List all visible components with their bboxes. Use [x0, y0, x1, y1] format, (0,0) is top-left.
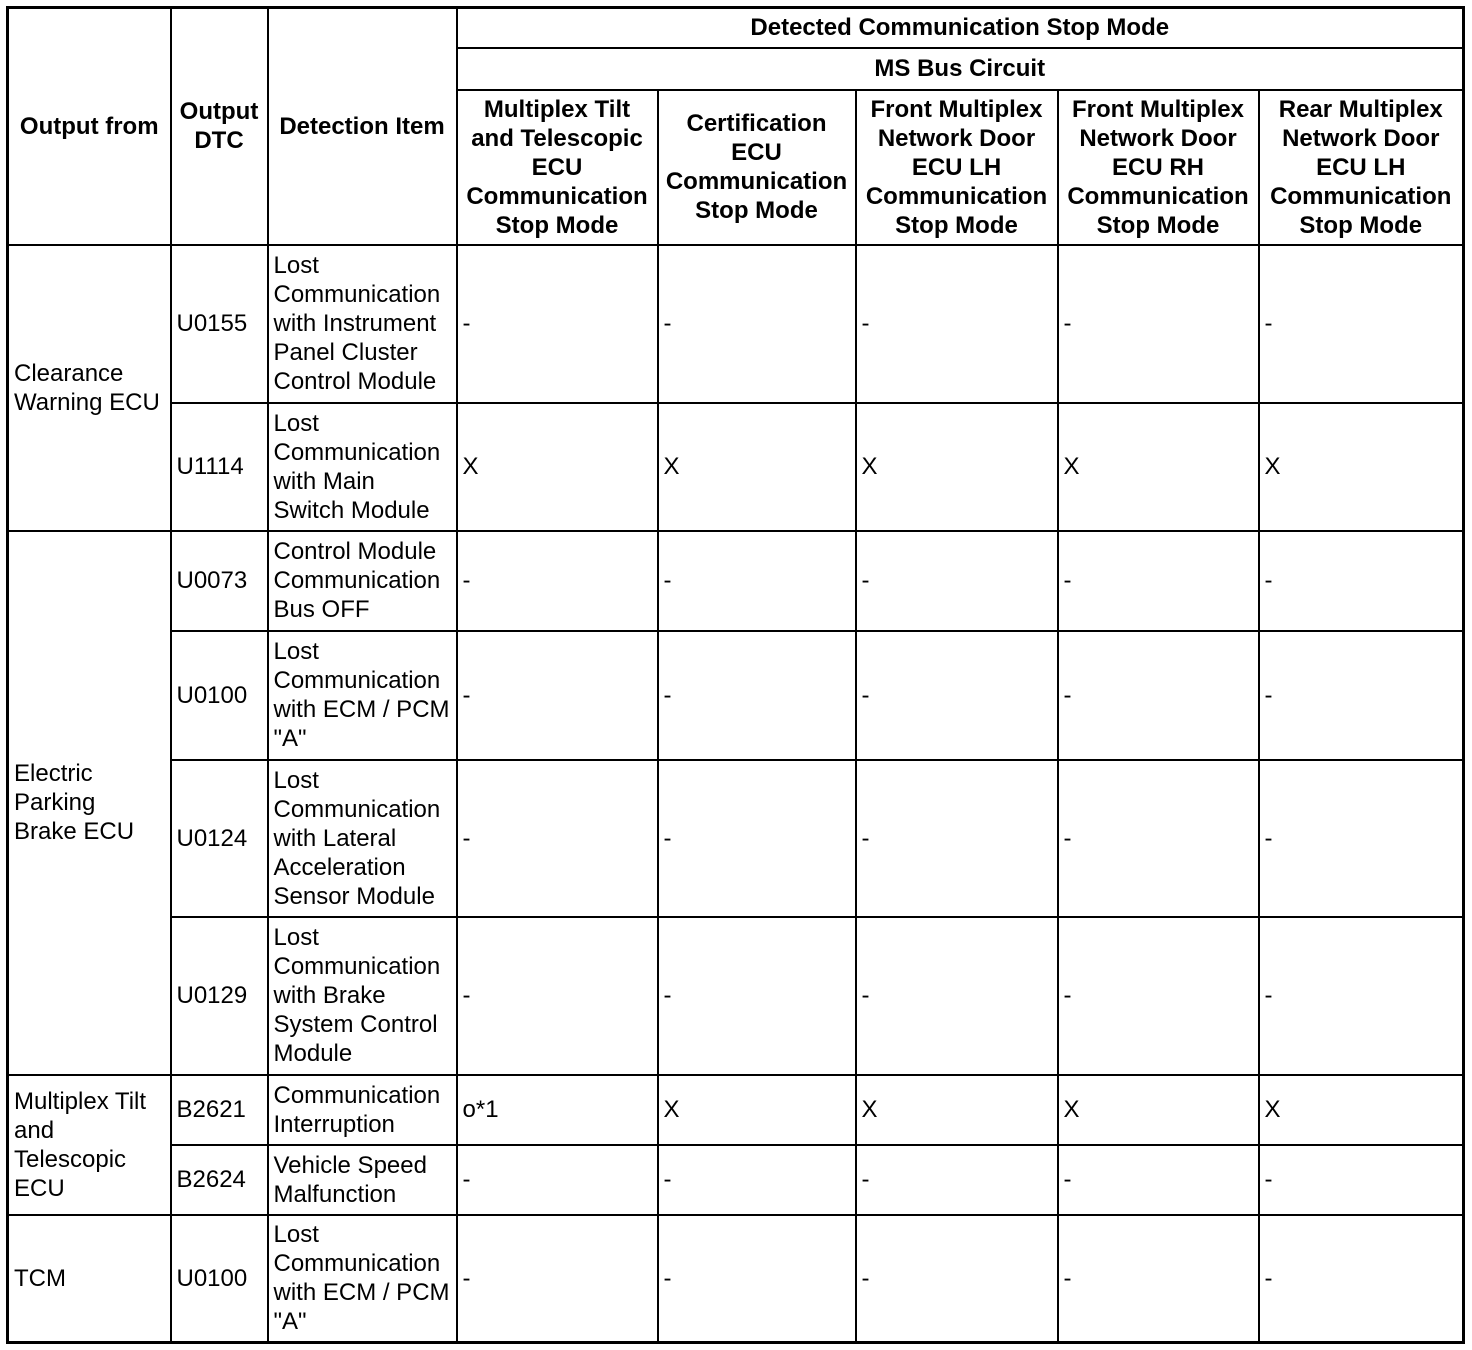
value-cell: - [658, 531, 856, 631]
value-cell: - [1259, 917, 1464, 1075]
value-cell: - [457, 631, 658, 760]
value-cell: - [457, 917, 658, 1075]
value-cell: X [856, 1075, 1058, 1145]
table-row [8, 760, 1464, 917]
value-cell: - [856, 631, 1058, 760]
value-cell: - [658, 1145, 856, 1215]
value-cell: - [457, 531, 658, 631]
value-cell: - [856, 531, 1058, 631]
header-col-front-door-lh: Front Multiplex Network Door ECU LH Communication Stop Mode [856, 90, 1058, 245]
value-cell: - [1259, 1215, 1464, 1343]
table-row [8, 403, 1464, 531]
table-row [8, 245, 1464, 403]
value-cell: X [856, 403, 1058, 531]
value-cell: X [1058, 1075, 1259, 1145]
header-ms-bus-circuit: MS Bus Circuit [457, 48, 1464, 90]
output-from-cell: Multiplex Tilt and Telescopic ECU [8, 1075, 171, 1215]
header-detection-item: Detection Item [268, 8, 457, 245]
dtc-cell: U0073 [171, 531, 268, 631]
value-cell: - [1259, 245, 1464, 403]
detection-item-cell: Lost Communication with Brake System Control Module [268, 917, 457, 1075]
value-cell: - [658, 1215, 856, 1343]
detection-item-cell: Lost Communication with Main Switch Module [268, 403, 457, 531]
detection-item-cell: Communication Interruption [268, 1075, 457, 1145]
detection-item-cell: Vehicle Speed Malfunction [268, 1145, 457, 1215]
dtc-cell: U0124 [171, 760, 268, 917]
dtc-cell: U0129 [171, 917, 268, 1075]
dtc-cell: U1114 [171, 403, 268, 531]
detection-item-cell: Lost Communication with Instrument Panel Cluster Control Module [268, 245, 457, 403]
detection-item-cell: Lost Communication with ECM / PCM "A" [268, 631, 457, 760]
output-from-cell: TCM [8, 1215, 171, 1343]
value-cell: - [1058, 531, 1259, 631]
table-row [8, 917, 1464, 1075]
value-cell: - [457, 1215, 658, 1343]
value-cell: - [658, 917, 856, 1075]
value-cell: X [1259, 1075, 1464, 1145]
value-cell: - [856, 1215, 1058, 1343]
detection-item-cell: Control Module Communication Bus OFF [268, 531, 457, 631]
table-row [8, 631, 1464, 760]
value-cell: - [1259, 760, 1464, 917]
value-cell: - [1259, 631, 1464, 760]
table-row [8, 1215, 1464, 1343]
header-col-certification: Certification ECU Communication Stop Mode [658, 90, 856, 245]
value-cell: - [658, 245, 856, 403]
value-cell: - [457, 245, 658, 403]
value-cell: - [457, 1145, 658, 1215]
value-cell: - [1058, 917, 1259, 1075]
value-cell: X [1259, 403, 1464, 531]
detection-item-cell: Lost Communication with Lateral Acceleration Sensor Module [268, 760, 457, 917]
dtc-cell: B2621 [171, 1075, 268, 1145]
dtc-cell: U0100 [171, 631, 268, 760]
value-cell: - [1058, 631, 1259, 760]
value-cell: - [658, 631, 856, 760]
value-cell: - [856, 1145, 1058, 1215]
dtc-cell: U0100 [171, 1215, 268, 1343]
value-cell: - [658, 760, 856, 917]
dtc-cell: U0155 [171, 245, 268, 403]
header-col-rear-door-lh: Rear Multiplex Network Door ECU LH Communication Stop Mode [1259, 90, 1464, 245]
output-from-cell: Clearance Warning ECU [8, 245, 171, 531]
detection-table [6, 6, 1465, 1344]
detection-item-cell: Lost Communication with ECM / PCM "A" [268, 1215, 457, 1343]
value-cell: - [1259, 531, 1464, 631]
header-detected-communication-stop-mode: Detected Communication Stop Mode [457, 8, 1464, 48]
dtc-cell: B2624 [171, 1145, 268, 1215]
value-cell: - [1058, 1145, 1259, 1215]
header-output-dtc: Output DTC [171, 8, 268, 245]
value-cell: - [856, 917, 1058, 1075]
value-cell: X [658, 403, 856, 531]
value-cell: o*1 [457, 1075, 658, 1145]
header-output-from: Output from [8, 8, 171, 245]
table-row [8, 1145, 1464, 1215]
value-cell: - [856, 245, 1058, 403]
value-cell: - [1058, 245, 1259, 403]
value-cell: X [1058, 403, 1259, 531]
value-cell: X [658, 1075, 856, 1145]
value-cell: X [457, 403, 658, 531]
value-cell: - [856, 760, 1058, 917]
header-col-tilt-telescopic: Multiplex Tilt and Telescopic ECU Communication Stop Mode [457, 90, 658, 245]
value-cell: - [1259, 1145, 1464, 1215]
value-cell: - [457, 760, 658, 917]
value-cell: - [1058, 760, 1259, 917]
header-col-front-door-rh: Front Multiplex Network Door ECU RH Communication Stop Mode [1058, 90, 1259, 245]
table-row [8, 531, 1464, 631]
table-row [8, 1075, 1464, 1145]
value-cell: - [1058, 1215, 1259, 1343]
output-from-cell: Electric Parking Brake ECU [8, 531, 171, 1075]
